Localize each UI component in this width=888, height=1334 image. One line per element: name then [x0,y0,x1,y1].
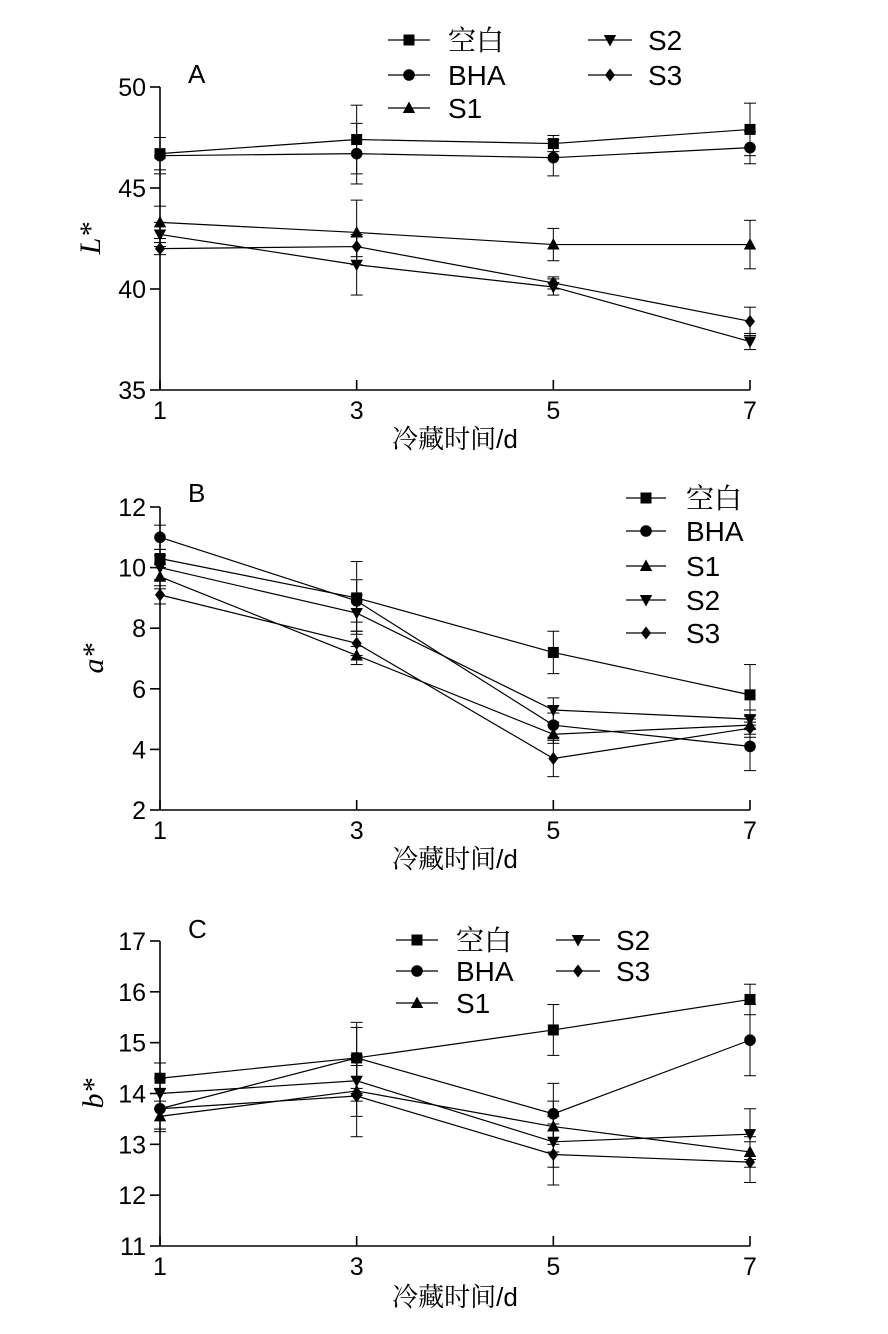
legend-entry [626,516,744,547]
chart-panel-c [77,914,757,1312]
y-tick-label: 4 [132,736,146,765]
legend-marker [412,935,423,946]
y-tick-label: 35 [118,377,146,405]
data-point [745,722,755,735]
legend [626,483,744,649]
legend-entry [626,483,742,514]
legend-marker [640,525,652,537]
y-tick-label: 15 [118,1029,146,1058]
legend-label: S1 [686,551,721,582]
y-tick-label: 2 [132,797,146,825]
legend-entry [626,618,720,649]
legend-marker [403,102,415,114]
x-axis-title: 冷藏时间/d [392,844,518,874]
y-axis-title: a* [77,643,110,674]
x-tick-label: 7 [743,397,757,425]
data-point [744,337,756,349]
data-point [548,1148,558,1161]
legend-marker [640,595,652,607]
legend-entry [556,956,650,987]
legend-entry [396,925,512,956]
series-triangle-up [154,1066,756,1168]
series-triangle-up [154,200,756,269]
legend-marker [573,965,583,978]
legend-marker [641,493,652,504]
y-tick-label: 45 [118,175,146,203]
y-tick-label: 40 [118,276,146,304]
x-tick-label: 1 [153,397,167,425]
y-tick-label: 6 [132,675,146,704]
series-square [154,549,756,725]
legend-label: 空白 [448,25,505,56]
y-tick-label: 8 [132,615,146,644]
legend-label: BHA [456,956,514,987]
series-line [160,568,750,720]
series-line [160,148,750,158]
legend-label: S2 [616,925,651,956]
legend-label: 空白 [456,925,513,956]
legend-marker [411,965,423,977]
legend-label: 空白 [686,483,743,514]
data-point [745,1156,755,1169]
data-point [745,994,756,1005]
y-axis-title: b* [77,1078,110,1109]
series-line [160,234,750,341]
legend-marker [641,627,651,640]
series-diamond [154,1055,756,1185]
series-line [160,1096,750,1162]
legend-entry [588,60,682,91]
series-line [160,559,750,695]
x-tick-label: 3 [349,817,364,845]
legend-marker [411,997,423,1009]
y-tick-label: 14 [118,1080,146,1109]
data-point [548,1024,559,1035]
data-point [548,152,560,164]
legend-entry [626,585,720,616]
data-point [155,588,165,601]
legend [396,925,650,1019]
data-point [744,741,756,753]
legend-label: S3 [616,956,651,987]
legend-label: S3 [648,60,683,91]
series-triangle-down [154,222,756,349]
data-point [745,689,756,700]
data-point [744,142,756,154]
x-tick-label: 7 [743,817,757,845]
y-tick-label: 12 [118,1182,146,1211]
x-axis-title: 冷藏时间/d [392,424,518,454]
data-point [352,637,362,650]
legend-entry [388,25,504,56]
legend-label: S1 [448,93,483,124]
data-point [155,242,165,255]
series-circle [154,1005,756,1145]
series-circle [154,123,756,184]
panel-letter: B [188,478,206,508]
series-square [154,984,756,1093]
legend-entry [626,551,720,582]
legend-label: BHA [686,516,744,547]
legend-marker [404,35,415,46]
series-line [160,1091,750,1152]
data-point [351,148,363,160]
data-point [154,532,166,544]
legend-label: S1 [456,988,491,1019]
series-triangle-down [154,1060,756,1167]
panel-letter: A [188,59,206,89]
panel-letter: C [188,914,207,944]
legend-entry [588,25,682,56]
data-point [744,1034,756,1046]
series-line [160,247,750,322]
data-point [548,752,558,765]
data-point [548,647,559,658]
data-point [745,315,755,328]
x-tick-label: 5 [546,1253,561,1281]
y-tick-label: 12 [118,494,146,522]
data-point [154,150,166,162]
x-tick-label: 7 [743,1253,757,1281]
series-line [160,1081,750,1142]
legend-entry [388,93,482,124]
legend-entry [396,956,514,987]
series-triangle-down [154,555,756,728]
data-point [350,608,362,620]
series-line [160,595,750,759]
legend-label: S2 [648,25,683,56]
legend-entry [388,60,506,91]
chart-panel-a [74,25,757,454]
legend-entry [556,925,650,956]
x-tick-label: 3 [349,1253,364,1281]
legend-label: S2 [686,585,721,616]
chart-panel-b [77,478,757,874]
legend-marker [604,35,616,47]
legend-marker [640,560,652,572]
legend-marker [572,935,584,947]
x-axis-title: 冷藏时间/d [392,1282,518,1312]
x-tick-label: 1 [153,817,167,845]
legend-entry [396,988,490,1019]
series-line [160,999,750,1078]
y-tick-label: 13 [118,1131,146,1160]
series-diamond [154,236,756,335]
y-tick-label: 11 [120,1233,146,1261]
y-tick-label: 10 [118,554,146,583]
legend-label: BHA [448,60,506,91]
series-line [160,129,750,153]
y-tick-label: 17 [118,928,146,956]
series-diamond [154,586,756,777]
series-line [160,222,750,244]
y-tick-label: 16 [118,978,146,1007]
series-triangle-up [154,565,756,744]
x-tick-label: 1 [153,1253,167,1281]
x-tick-label: 5 [546,397,561,425]
data-point [352,240,362,253]
legend-marker [403,69,415,81]
data-point [744,238,756,250]
legend [388,25,682,124]
series-circle [154,525,756,770]
y-tick-label: 50 [118,74,146,102]
x-tick-label: 5 [546,817,561,845]
legend-label: S3 [686,618,721,649]
y-axis-title: L* [74,222,107,255]
legend-marker [605,69,615,82]
x-tick-label: 3 [349,397,364,425]
